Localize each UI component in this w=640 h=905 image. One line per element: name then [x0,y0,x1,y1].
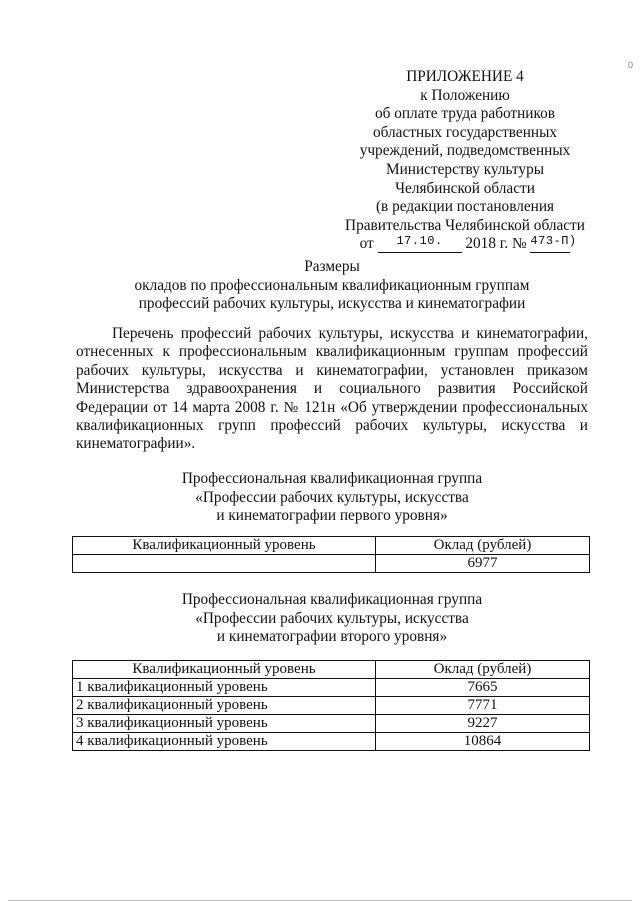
header-salary: Оклад (рублей) [376,661,590,679]
number-value: 473-П) [530,234,577,249]
table-row [73,697,590,715]
header-level: Квалификационный уровень [73,661,376,679]
level-cell: 1 квалификационный уровень [73,679,376,697]
appendix-line: к Положению [420,86,510,104]
date-year: 2018 г. № [465,235,527,253]
level-cell [73,555,376,573]
title-line: профессий рабочих культуры, искусства и кинематографии [138,295,526,312]
level-cell: 3 квалификационный уровень [73,715,376,733]
salary-cell: 9227 [376,715,590,733]
title-line: Размеры [304,258,360,275]
table-row [73,555,590,573]
header-level: Квалификационный уровень [73,537,376,555]
group-1-table [72,536,590,573]
group-2-table [72,660,590,751]
table-row [73,679,590,697]
table-row [73,715,590,733]
resolution-date-line [330,235,600,254]
appendix-line: областных государственных [373,123,557,141]
group-title-line: «Профессии рабочих культуры, искусства [195,609,469,627]
appendix-line: Министерству культуры [386,160,544,178]
group-title-line: Профессиональная квалификационная группа [181,470,483,487]
appendix-line: Челябинской области [395,179,535,197]
group-title-line: и кинематографии первого уровня» [216,507,448,524]
salary-cell: 6977 [376,555,590,573]
appendix-line: Правительства Челябинской области [345,216,585,234]
group-2-title [76,591,588,647]
title-line: окладов по профессиональным квалификационным группам [134,276,530,294]
salary-cell: 7665 [376,679,590,697]
date-value: 17.10. [396,234,443,249]
group-title-line: и кинематографии второго уровня» [216,628,448,645]
level-cell: 4 квалификационный уровень [73,733,376,751]
appendix-line: учреждений, подведомственных [359,142,571,160]
salary-cell: 10864 [376,733,590,751]
scan-bottom-edge [8,900,632,901]
table-header-row [73,661,590,679]
appendix-line: об оплате труда работников [374,105,556,123]
document-title [70,258,594,314]
salary-cell: 7771 [376,697,590,715]
number-field [530,234,577,253]
appendix-header [330,68,600,254]
intro-paragraph: Перечень профессий рабочих культуры, искусства и кинематографии, отнесенных к профессиональным квалификационным группам профессий рабочих культуры, искусства и кинематографии, установлен приказом Министерства здравоохранения и социального развития Российской Федерации от 14 марта 2008 г. № 121н «Об утверждении профессиональных квалификационных групп профессий рабочих культуры, искусства и кинематографии». [76,325,588,453]
group-title-line: «Профессии рабочих культуры, искусства [195,488,469,506]
date-field [378,234,462,253]
appendix-title: ПРИЛОЖЕНИЕ 4 [406,68,524,85]
table-row [73,733,590,751]
table-header-row [73,537,590,555]
appendix-line: (в редакции постановления [375,198,555,216]
scan-mark: 0 [628,60,634,70]
group-1-title [76,470,588,526]
header-salary: Оклад (рублей) [376,537,590,555]
group-title-line: Профессиональная квалификационная группа [181,591,483,608]
date-prefix: от [359,235,374,253]
level-cell: 2 квалификационный уровень [73,697,376,715]
